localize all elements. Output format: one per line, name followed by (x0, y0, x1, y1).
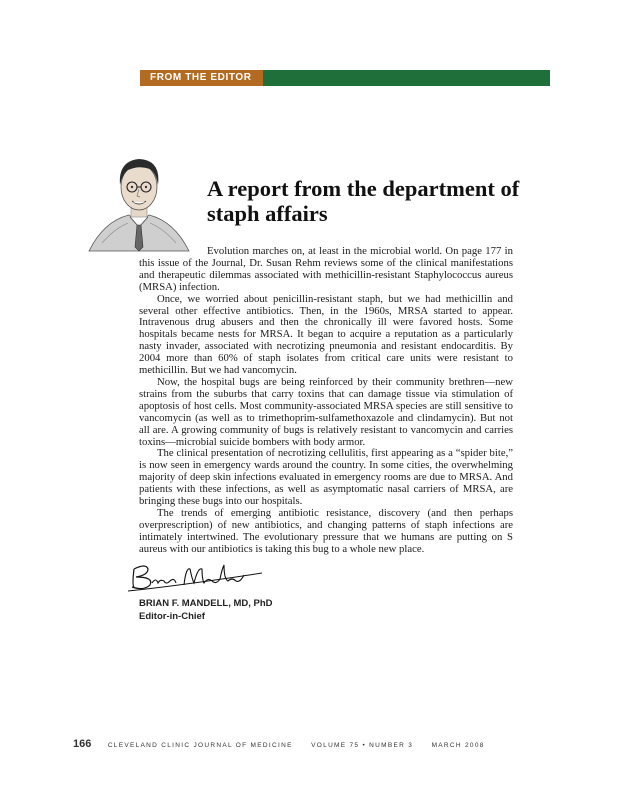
paragraph: Now, the hospital bugs are being reinforced by their community brethren—new strains from the suburbs that carry toxins that can damage tissue via stimulation of apoptosis of host cells. Most community-associated MRSA species are still sensitive to vancomycin (as well as to trimethoprim-sulfamethoxazole and clindamycin). But not all are. A growing community of bugs is relatively resistant to vancomycin and carries toxins—microbial suicide bombers with body armor. (139, 375, 513, 448)
article-title: A report from the department of staph affairs (207, 176, 520, 226)
handwritten-signature-icon (124, 555, 264, 597)
page-number: 166 (73, 738, 92, 750)
author-role: Editor-in-Chief (139, 611, 205, 622)
volume-info: VOLUME 75 • NUMBER 3 (311, 742, 414, 749)
section-label: FROM THE EDITOR (140, 70, 263, 86)
paragraph: The trends of emerging antibiotic resistance, discovery (and then perhaps overprescription) of new antibiotics, and changing patterns of staph infections are intimately intertwined. The evolutionary pressure that we humans are putting on S aureus with our antibiotics is taking this bug to a whole new place. (139, 506, 513, 555)
issue-date: MARCH 2008 (431, 742, 485, 749)
author-name: BRIAN F. MANDELL, MD, PhD (139, 598, 273, 609)
article-body (139, 246, 513, 556)
paragraph: The clinical presentation of necrotizing cellulitis, first appearing as a “spider bite,” is now seen in emergency wards around the country. In some cities, the overwhelming majority of deep skin infections evaluated in emergency rooms are due to MRSA. And patients with these infections, as well as asymptomatic nasal carriers of MRSA, are bringing these bugs into our hospitals. (139, 447, 513, 508)
editor-portrait-icon (84, 143, 194, 253)
paragraph: Evolution marches on, at least in the microbial world. On page 177 in this issue of the Journal, Dr. Susan Rehm reviews some of the clinical manifestations and therapeutic dilemmas associated with methicillin-resistant Staphylococcus aureus (MRSA) infection. (139, 245, 513, 293)
page-footer (73, 734, 485, 748)
journal-name: CLEVELAND CLINIC JOURNAL OF MEDICINE (107, 742, 293, 749)
paragraph: Once, we worried about penicillin-resistant staph, but we had methicillin and several other effective antibiotics. Then, in the 1960s, MRSA started to appear. Intravenous drug abusers and then the chronically ill were favored hosts. Some hospitals became nests for MRSA. It began to acquire a reputation as a particularly nasty invader, associated with necrotizing pneumonia and resistant endocarditis. By 2004 more than 60% of staph isolates from critical care units were resistant to methicillin. But we had vancomycin. (139, 292, 513, 377)
section-banner (140, 70, 550, 86)
